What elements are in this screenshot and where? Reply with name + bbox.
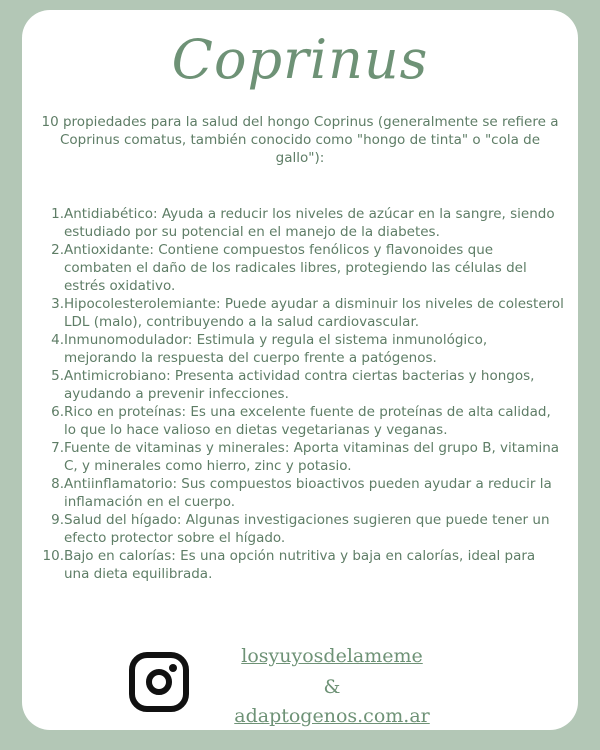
list-number: 4. — [51, 332, 64, 348]
content-card — [22, 10, 578, 730]
list-item-text: Salud del hígado: Algunas investigaciones sugieren que puede tener un efecto protector sobre el hígado. — [64, 512, 550, 546]
list-number: 5. — [51, 368, 64, 384]
list-item-text: Fuente de vitaminas y minerales: Aporta vitaminas del grupo B, vitamina C, y minerales como hierro, zinc y potasio. — [64, 440, 560, 474]
list-item — [42, 547, 564, 583]
list-item — [48, 367, 564, 403]
list-item-text: Inmunomodulador: Estimula y regula el sistema inmunológico, mejorando la respuesta del cuerpo frente a patógenos. — [64, 332, 488, 366]
list-number: 10. — [42, 548, 64, 564]
list-item — [48, 295, 564, 331]
list-number: 9. — [51, 512, 64, 528]
list-item — [48, 475, 564, 511]
list-number: 1. — [51, 206, 64, 222]
list-item — [48, 439, 564, 475]
list-item — [48, 403, 564, 439]
list-item-text: Antidiabético: Ayuda a reducir los niveles de azúcar en la sangre, siendo estudiado por su potencial en el manejo de la diabetes. — [64, 206, 555, 240]
list-number: 2. — [51, 242, 64, 258]
list-number: 7. — [51, 440, 64, 456]
list-number: 3. — [51, 296, 64, 312]
page-title: Coprinus — [171, 28, 429, 91]
instagram-lens — [146, 669, 172, 695]
website-link[interactable]: adaptogenos.com.ar — [234, 705, 430, 727]
list-item — [48, 205, 564, 241]
list-item-text: Bajo en calorías: Es una opción nutritiva y baja en calorías, ideal para una dieta equilibrada. — [64, 548, 536, 582]
properties-list — [42, 205, 564, 583]
list-number: 8. — [51, 476, 64, 492]
list-item-text: Rico en proteínas: Es una excelente fuente de proteínas de alta calidad, lo que lo hace valioso en dietas vegetarianas y veganas. — [64, 404, 551, 438]
list-item — [48, 241, 564, 295]
ampersand: & — [323, 676, 341, 698]
list-item-text: Hipocolesterolemiante: Puede ayudar a disminuir los niveles de colesterol LDL (malo), contribuyendo a la salud cardiovascular. — [64, 296, 564, 330]
list-item-text: Antimicrobiano: Presenta actividad contra ciertas bacterias y hongos, ayudando a prevenir infecciones. — [64, 368, 535, 402]
instagram-handle-link[interactable]: losyuyosdelameme — [241, 645, 423, 667]
list-item — [48, 331, 564, 367]
list-number: 6. — [51, 404, 64, 420]
instagram-icon[interactable] — [129, 652, 189, 712]
list-item-text: Antioxidante: Contiene compuestos fenólicos y flavonoides que combaten el daño de los radicales libres, protegiendo las células del estrés oxidativo. — [64, 242, 527, 294]
intro-paragraph: 10 propiedades para la salud del hongo Coprinus (generalmente se refiere a Coprinus comatus, también conocido como "hongo de tinta" o "cola de gallo"): — [41, 114, 559, 166]
list-item-text: Antiinflamatorio: Sus compuestos bioactivos pueden ayudar a reducir la inflamación en el cuerpo. — [64, 476, 552, 510]
instagram-dot — [169, 664, 177, 672]
list-item — [48, 511, 564, 547]
